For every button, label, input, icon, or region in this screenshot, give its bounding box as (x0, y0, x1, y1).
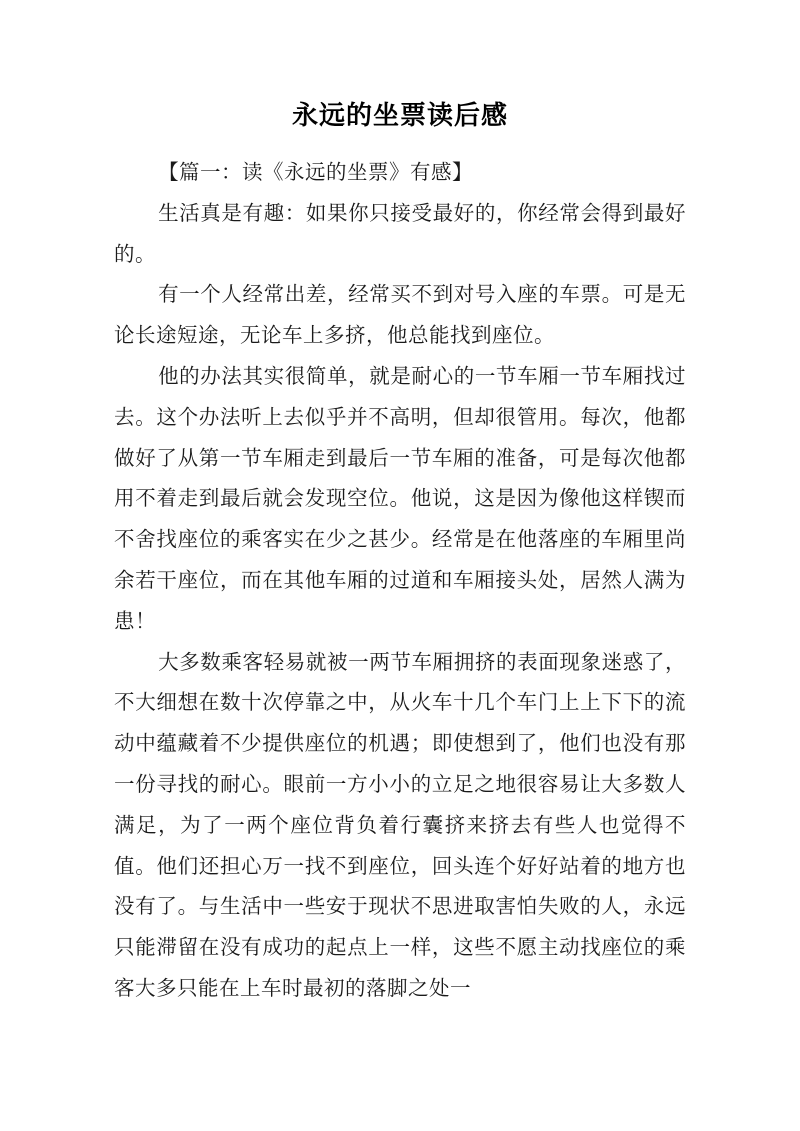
paragraph: 大多数乘客轻易就被一两节车厢拥挤的表面现象迷惑了，不大细想在数十次停靠之中，从火车十几个车门上上下下的流动中蕴藏着不少提供座位的机遇；即使想到了，他们也没有那一份寻找的耐心。眼前一方小小的立足之地很容易让大多数人满足，为了一两个座位背负着行囊挤来挤去有些人也觉得不值。他们还担心万一找不到座位，回头连个好好站着的地方也没有了。与生活中一些安于现状不思进取害怕失败的人，永远只能滞留在没有成功的起点上一样，这些不愿主动找座位的乘客大多只能在上车时最初的落脚之处一 (114, 649, 686, 1000)
paragraph: 生活真是有趣：如果你只接受最好的，你经常会得到最好的。 (114, 200, 686, 266)
section-heading: 【篇一：读《永远的坐票》有感】 (158, 160, 474, 184)
document-body (114, 152, 686, 1009)
paragraph: 有一个人经常出差，经常买不到对号入座的车票。可是无论长途短途，无论车上多挤，他总能找到座位。 (114, 282, 686, 348)
paragraph: 他的办法其实很简单，就是耐心的一节车厢一节车厢找过去。这个办法听上去似乎并不高明，但却很管用。每次，他都做好了从第一节车厢走到最后一节车厢的准备，可是每次他都用不着走到最后就会发现空位。他说，这是因为像他这样锲而不舍找座位的乘客实在少之甚少。经常是在他落座的车厢里尚余若干座位，而在其他车厢的过道和车厢接头处，居然人满为患！ (114, 363, 686, 633)
document-title: 永远的坐票读后感 (291, 101, 508, 131)
